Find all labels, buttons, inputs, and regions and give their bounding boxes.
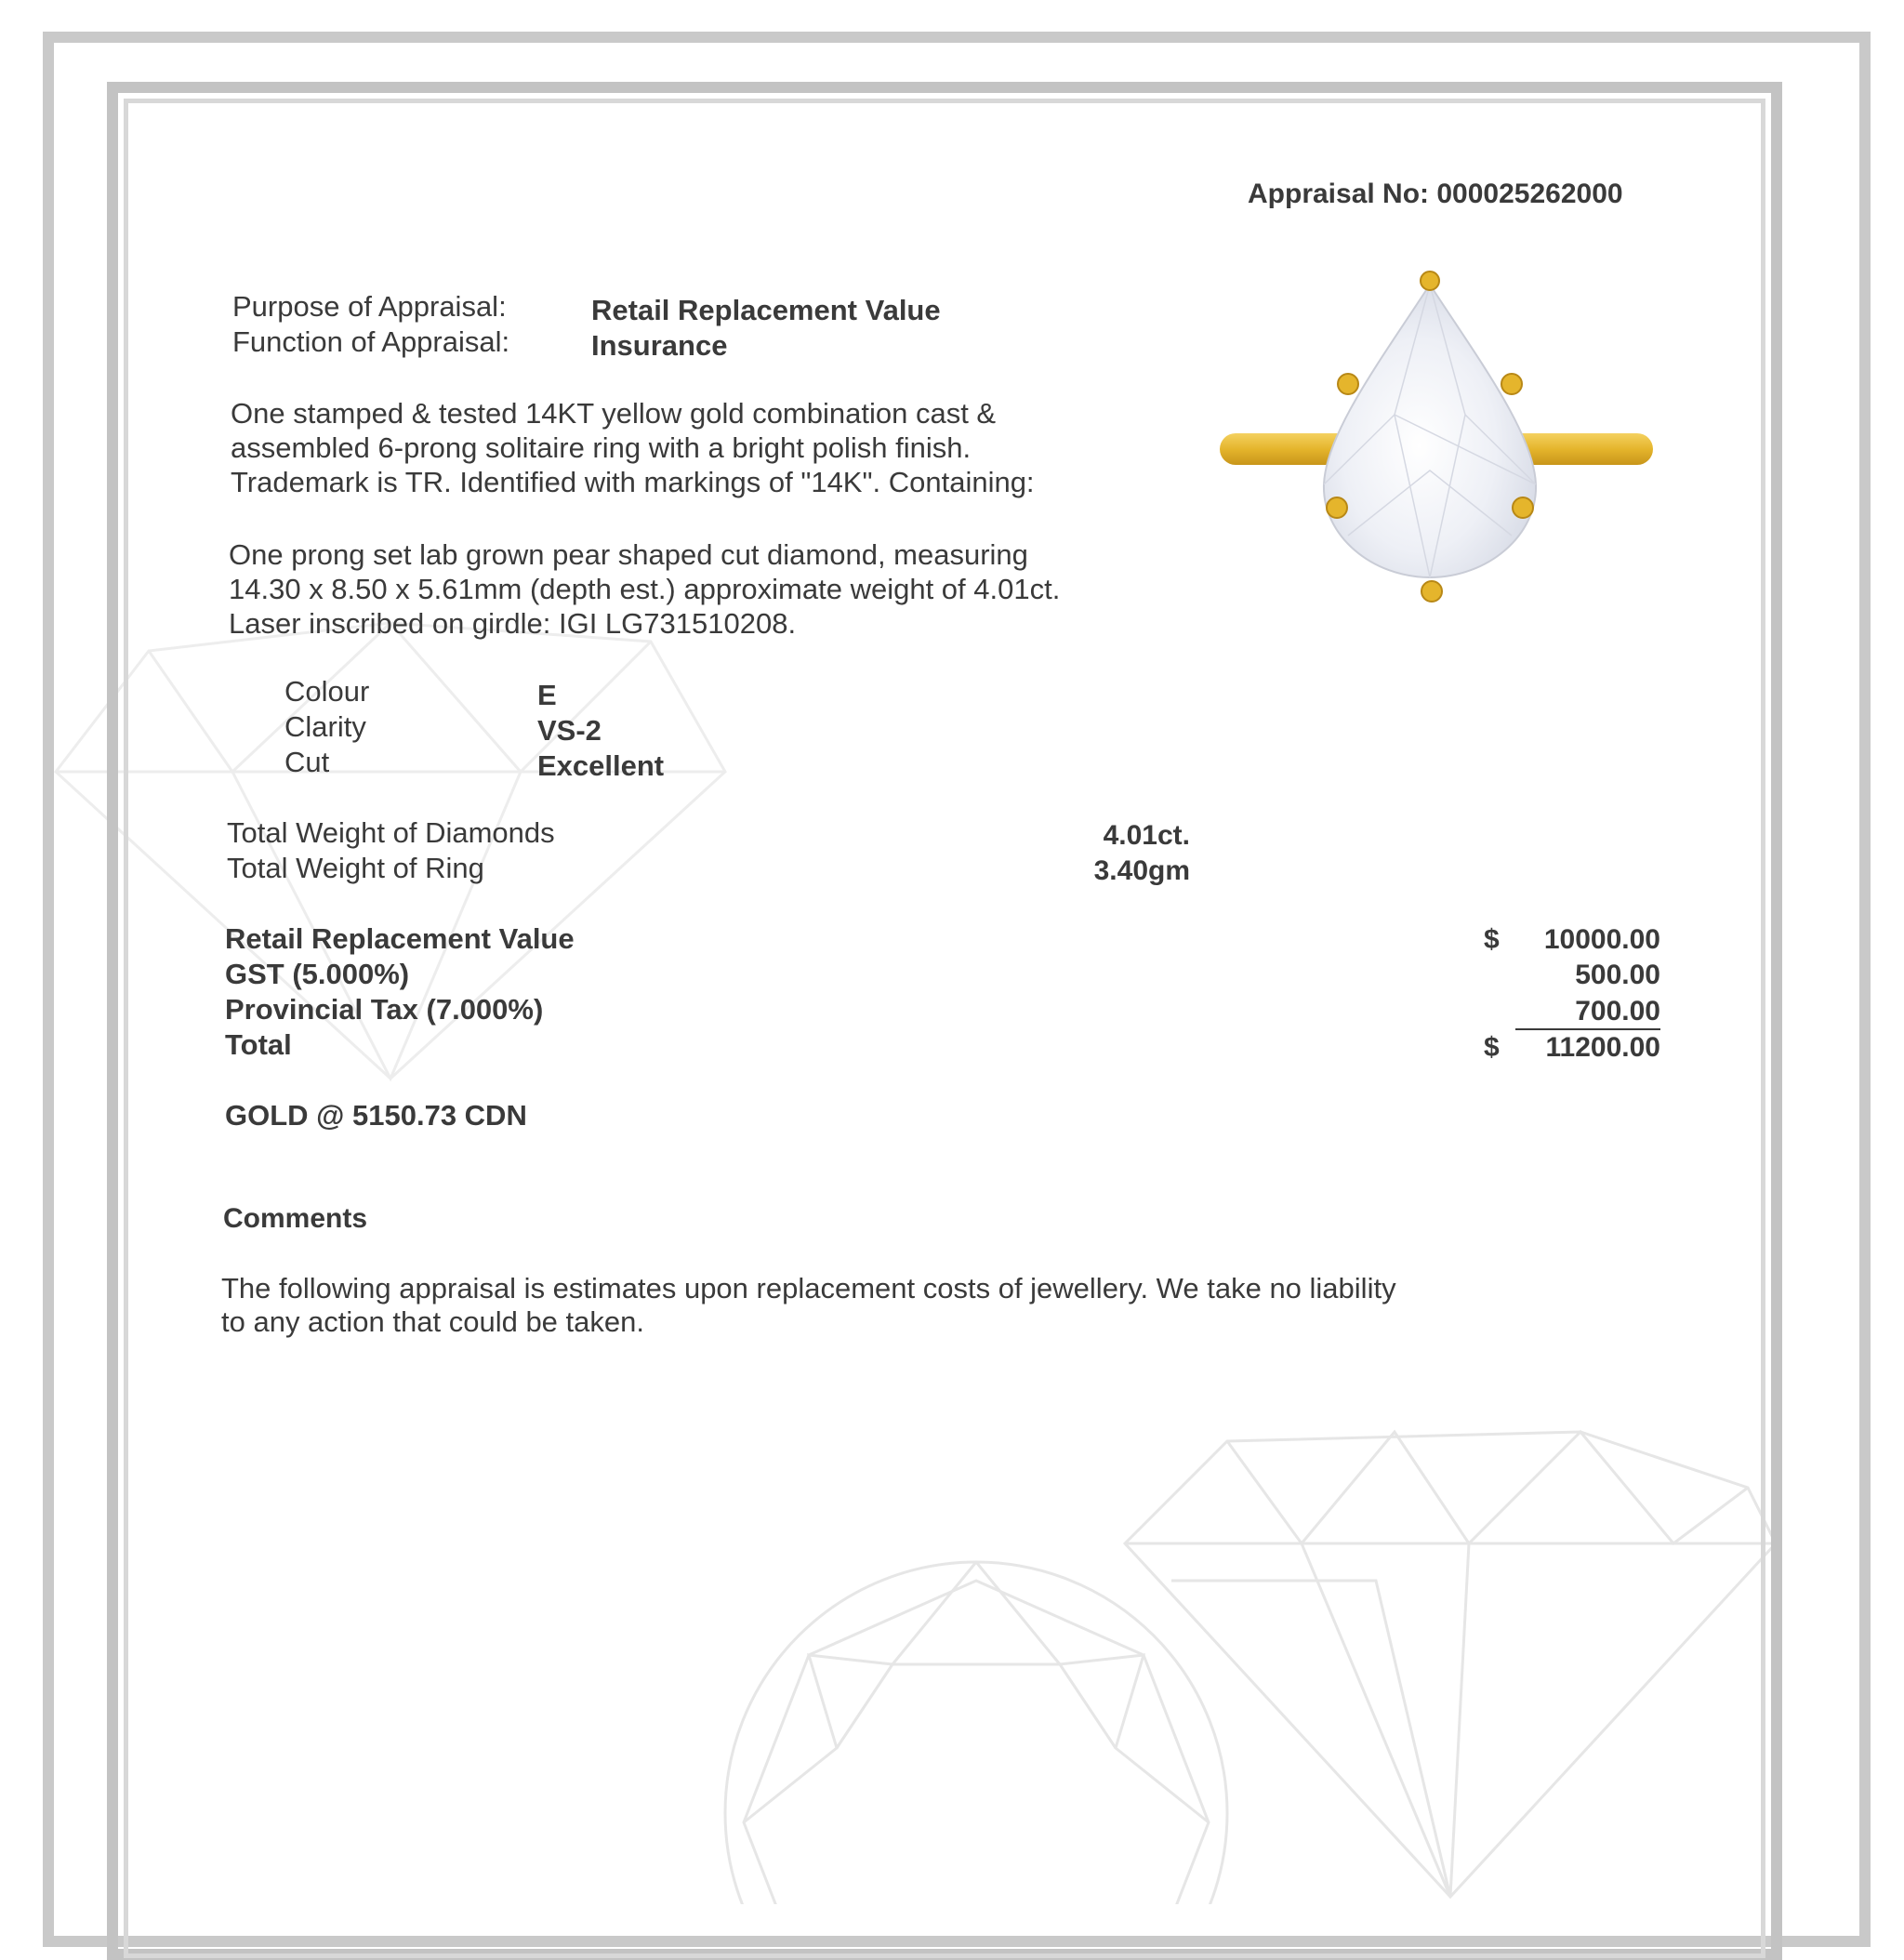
valuation-currency-retail: $	[1484, 924, 1500, 955]
function-label: Function of Appraisal:	[232, 325, 510, 358]
grade-value-cut: Excellent	[537, 749, 665, 782]
valuation-amount-retail: 10000.00	[1543, 924, 1660, 955]
grade-label-clarity: Clarity	[284, 710, 366, 743]
diamond-line: Laser inscribed on girdle: IGI LG731510208.	[229, 607, 797, 640]
weight-label-ring: Total Weight of Ring	[227, 852, 484, 884]
grade-label-colour: Colour	[284, 675, 370, 708]
valuation-label-gst: GST (5.000%)	[225, 958, 410, 990]
description-line: assembled 6-prong solitaire ring with a bright polish finish.	[231, 431, 972, 464]
valuation-label-provincial: Provincial Tax (7.000%)	[225, 993, 544, 1026]
function-value: Insurance	[591, 329, 728, 362]
diamond-line: 14.30 x 8.50 x 5.61mm (depth est.) approximate weight of 4.01ct.	[229, 573, 1061, 605]
valuation-label-total: Total	[225, 1028, 292, 1061]
description-line: Trademark is TR. Identified with markings of "14K". Containing:	[231, 466, 1035, 498]
comments-text	[221, 1272, 1396, 1339]
comments-heading: Comments	[223, 1203, 368, 1234]
pear-diamond-ring-icon	[1209, 257, 1673, 629]
description-line: One stamped & tested 14KT yellow gold combination cast &	[231, 397, 997, 430]
gold-price: GOLD @ 5150.73 CDN	[225, 1099, 527, 1132]
valuation-amount-gst: 500.00	[1575, 960, 1660, 990]
grade-value-clarity: VS-2	[537, 714, 602, 747]
appraisal-number: Appraisal No: 000025262000	[1248, 179, 1623, 209]
valuation-amount-total: 11200.00	[1545, 1032, 1660, 1063]
comments-line: The following appraisal is estimates upon replacement costs of jewellery. We take no liability	[221, 1272, 1396, 1304]
weight-value-diamonds: 4.01ct.	[1103, 820, 1190, 851]
valuation-label-retail: Retail Replacement Value	[225, 922, 575, 955]
grade-value-colour: E	[537, 679, 557, 711]
grade-label-cut: Cut	[284, 746, 330, 778]
diamond-description	[229, 537, 1060, 641]
valuation-currency-total: $	[1484, 1032, 1500, 1063]
weight-value-ring: 3.40gm	[1093, 855, 1190, 886]
diamond-line: One prong set lab grown pear shaped cut diamond, measuring	[229, 538, 1028, 571]
weight-label-diamonds: Total Weight of Diamonds	[227, 816, 555, 849]
valuation-amount-provincial: 700.00	[1515, 995, 1660, 1030]
comments-line: to any action that could be taken.	[221, 1305, 644, 1338]
item-description	[231, 396, 1035, 499]
purpose-label: Purpose of Appraisal:	[232, 290, 507, 323]
purpose-value: Retail Replacement Value	[591, 294, 941, 326]
